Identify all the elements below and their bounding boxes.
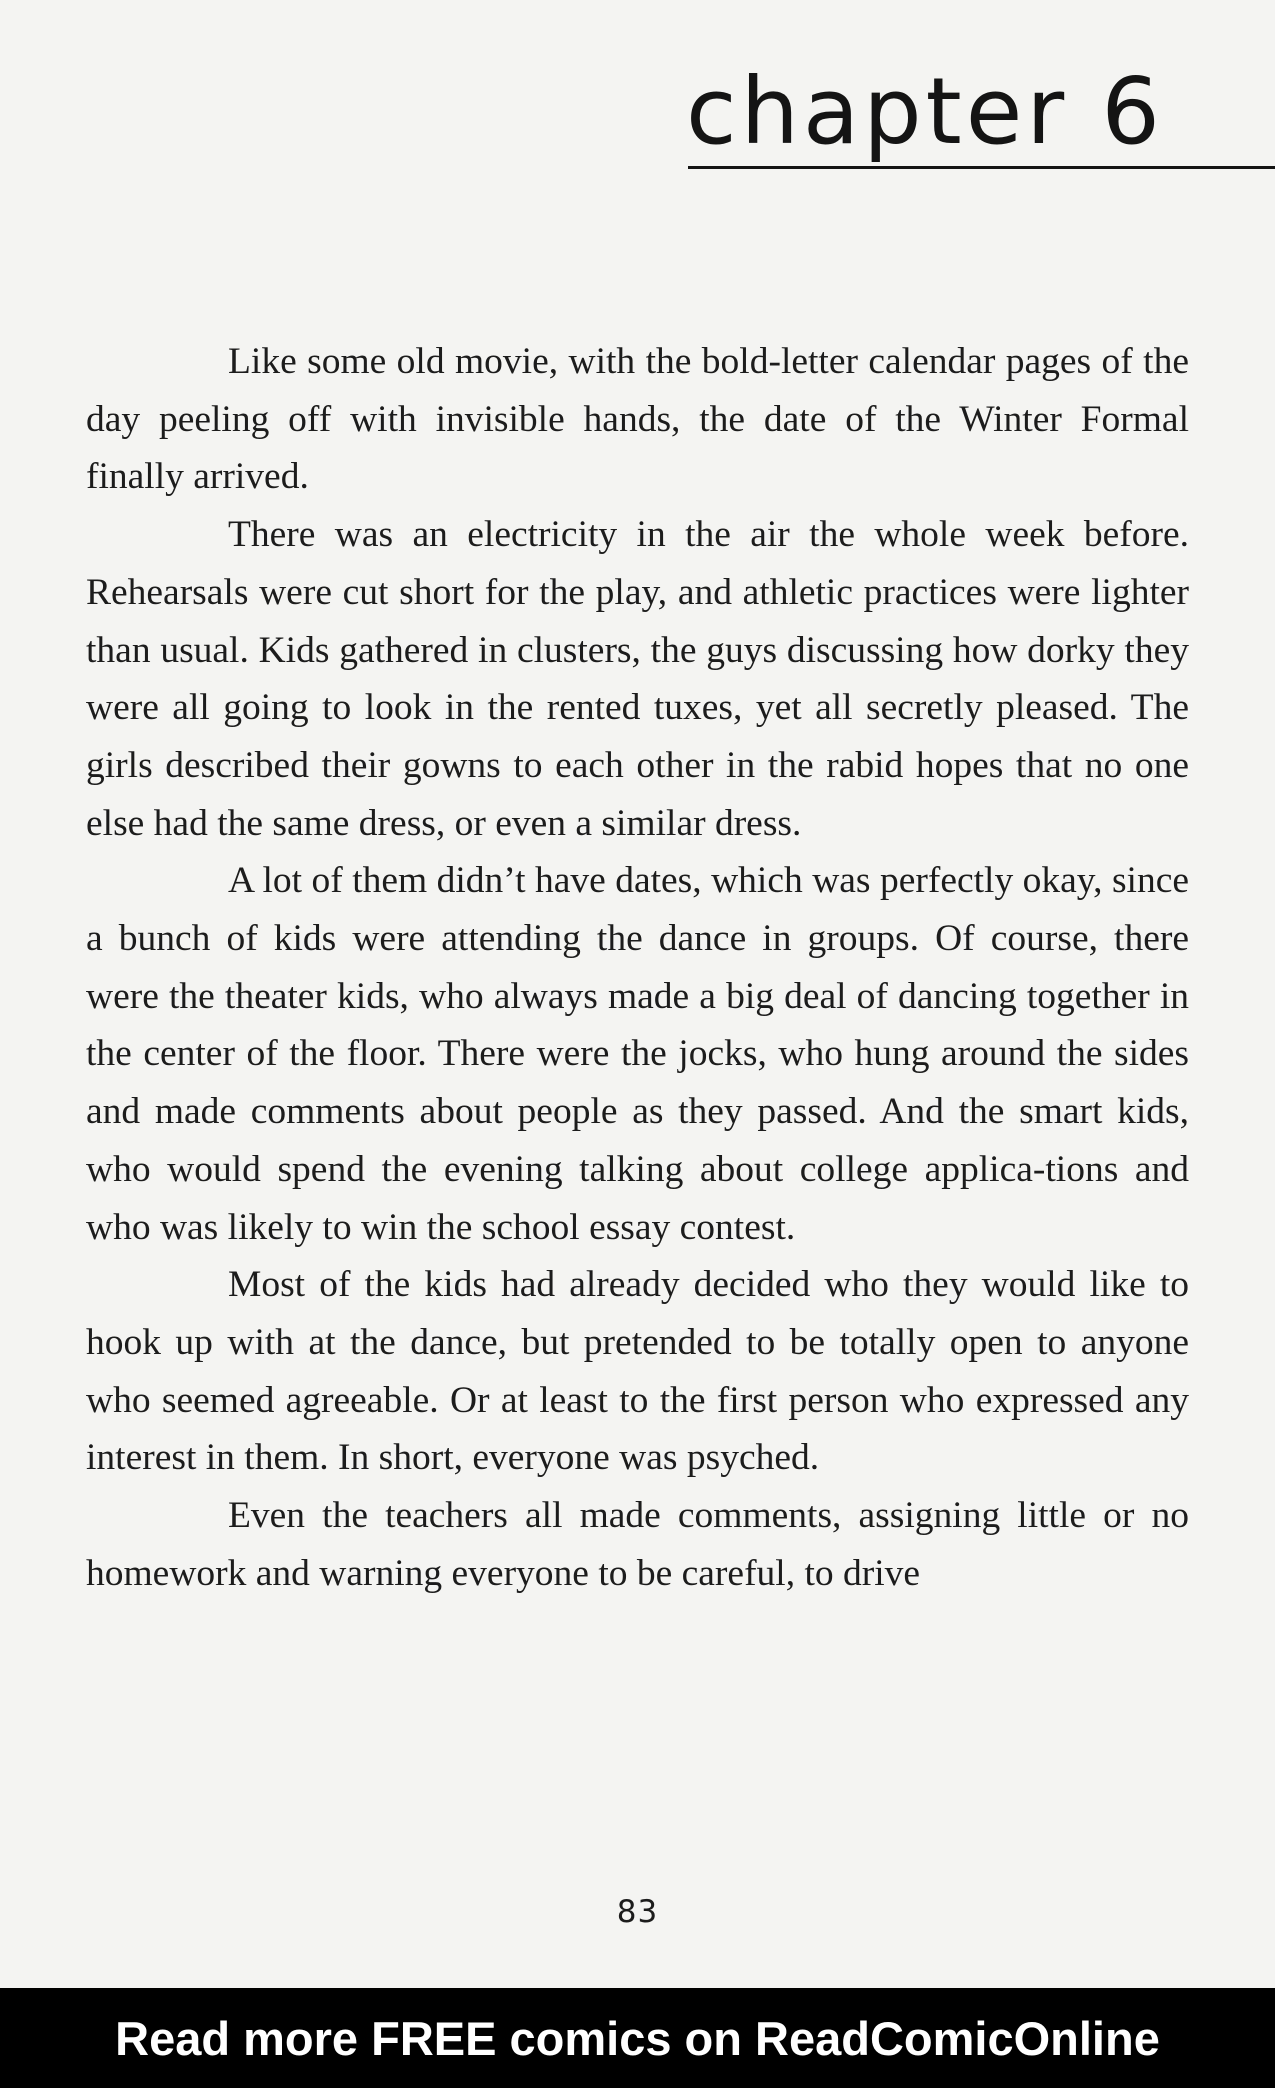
- footer-banner-link[interactable]: Read more FREE comics on ReadComicOnline: [115, 2011, 1160, 2065]
- paragraph-3: A lot of them didn’t have dates, which was perfectly okay, since a bunch of kids were attending the dance in groups. Of course, there were the theater kids, who always made a big deal of dancing together in the center of the floor. There were the jocks, who hung around the sides and made comments about people as they passed. And the smart kids, who would spend the evening talking about college applica-tions and who was likely to win the school essay contest.: [86, 860, 1189, 1248]
- paragraph-2: There was an electricity in the air the whole week before. Rehearsals were cut short for the play, and athletic practices were lighter than usual. Kids gathered in clusters, the guys discussing how dorky they were all going to look in the rented tuxes, yet all secretly pleased. The girls described their gowns to each other in the rabid hopes that no one else had the same dress, or even a similar dress.: [86, 514, 1189, 844]
- paragraph-1: Like some old movie, with the bold-letter calendar pages of the day peeling off with invisible hands, the date of the Winter Formal finally arrived.: [86, 341, 1189, 498]
- paragraph-4: Most of the kids had already decided who they would like to hook up with at the dance, but pretended to be totally open to anyone who seemed agreeable. Or at least to the first person who expressed any interest in them. In short, everyone was psyched.: [86, 1264, 1189, 1479]
- chapter-body-text: [86, 333, 1189, 1602]
- chapter-title-underline: [688, 166, 1275, 169]
- page-number: 83: [616, 1894, 659, 1930]
- chapter-heading: [686, 58, 1275, 172]
- paragraph-5: Even the teachers all made comments, assigning little or no homework and warning everyone to be careful, to drive: [86, 1495, 1189, 1594]
- footer-banner[interactable]: [0, 1988, 1275, 2088]
- chapter-title: chapter 6: [686, 58, 1164, 165]
